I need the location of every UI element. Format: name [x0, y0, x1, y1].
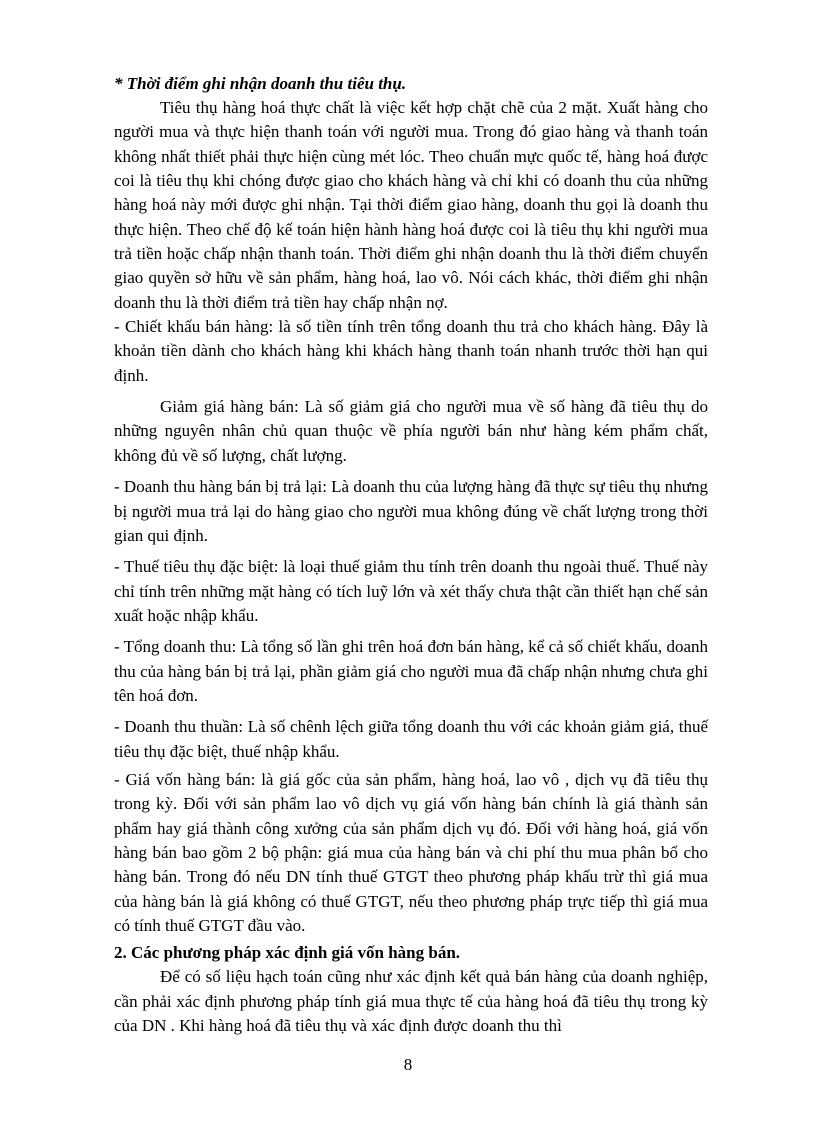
paragraph-sales-definition: Tiêu thụ hàng hoá thực chất là việc kết hợp chặt chẽ của 2 mặt. Xuất hàng cho người mua và thực hiện thanh toán với người mua. Trong đó giao hàng và thanh toán không nhất thiết phải thực hiện cùng mét lóc. Theo chuẩn mực quốc tế, hàng hoá được coi là tiêu thụ khi chóng được giao cho khách hàng và chỉ khi có doanh thu của những hàng hoá này mới được ghi nhận. Tại thời điểm giao hàng, doanh thu gọi là doanh thu thực hiện. Theo chế độ kế toán hiện hành hàng hoá được coi là tiêu thụ khi người mua trả tiền hoặc chấp nhận thanh toán. Thời điểm ghi nhận doanh thu là thời điểm chuyển giao quyền sở hữu về sản phẩm, hàng hoá, lao vô. Nói cách khác, thời điểm ghi nhận doanh thu là thời điểm trả tiền hay chấp nhận nợ.	[114, 98, 708, 312]
document-page	[114, 72, 708, 1038]
paragraph-cost-of-goods-sold: - Giá vốn hàng bán: là giá gốc của sản phẩm, hàng hoá, lao vô , dịch vụ đã tiêu thụ trong kỳ. Đối với sản phẩm lao vô dịch vụ giá vốn hàng bán chính là giá thành sản phẩm hay giá thành công xưởng của sản phẩm dịch vụ đó. Đối với hàng hoá, giá vốn hàng bán bao gồm 2 bộ phận: giá mua của hàng bán và chi phí thu mua phân bổ cho hàng bán. Trong đó nếu DN tính thuế GTGT theo phương pháp khấu trừ thì giá mua của hàng bán là giá không có thuế GTGT, nếu theo phương pháp trực tiếp thì giá mua có tính thuế GTGT đầu vào.	[114, 769, 708, 935]
paragraph-total-revenue: - Tổng doanh thu: Là tổng số lần ghi trên hoá đơn bán hàng, kể cả số chiết khấu, doanh thu của hàng bán bị trả lại, phần giảm giá cho người mua đã chấp nhận nhưng chưa ghi tên hoá đơn.	[114, 637, 708, 705]
section-heading-cost-methods: 2. Các phương pháp xác định giá vốn hàng bán.	[114, 943, 461, 963]
paragraph-price-reduction: Giảm giá hàng bán: Là số giảm giá cho người mua về số hàng đã tiêu thụ do những nguyên nhân chủ quan thuộc về phía người bán như hàng kém phẩm chất, không đủ về số lượng, chất lượng.	[114, 397, 708, 465]
paragraph-returned-goods: - Doanh thu hàng bán bị trả lại: Là doanh thu của lượng hàng đã thực sự tiêu thụ nhưng bị người mua trả lại do hàng giao cho người mua không đúng về chất lượng trong thời gian qui định.	[114, 477, 708, 545]
section-heading-revenue-recognition: * Thời điểm ghi nhận doanh thu tiêu thụ.	[114, 74, 407, 93]
page-number: 8	[403, 1055, 413, 1074]
paragraph-sales-discount: - Chiết khấu bán hàng: là số tiền tính trên tổng doanh thu trả cho khách hàng. Đây là khoản tiền dành cho khách hàng khi khách hàng thanh toán nhanh trước thời hạn qui định.	[114, 317, 708, 385]
paragraph-cost-methods-intro: Để có số liệu hạch toán cũng như xác định kết quả bán hàng của doanh nghiệp, cần phải xác định phương pháp tính giá mua thực tế của hàng hoá đã tiêu thụ trong kỳ của DN . Khi hàng hoá đã tiêu thụ và xác định được doanh thu thì	[114, 967, 708, 1036]
paragraph-net-revenue: - Doanh thu thuần: Là số chênh lệch giữa tổng doanh thu với các khoản giảm giá, thuế tiêu thụ đặc biệt, thuế nhập khẩu.	[114, 717, 708, 761]
paragraph-special-consumption-tax: - Thuế tiêu thụ đặc biệt: là loại thuế giảm thu tính trên doanh thu ngoài thuế. Thuế này chỉ tính trên những mặt hàng có tích luỹ lớn và xét thấy chưa thật cần thiết hạn chế sản xuất hoặc nhập khẩu.	[114, 557, 708, 625]
